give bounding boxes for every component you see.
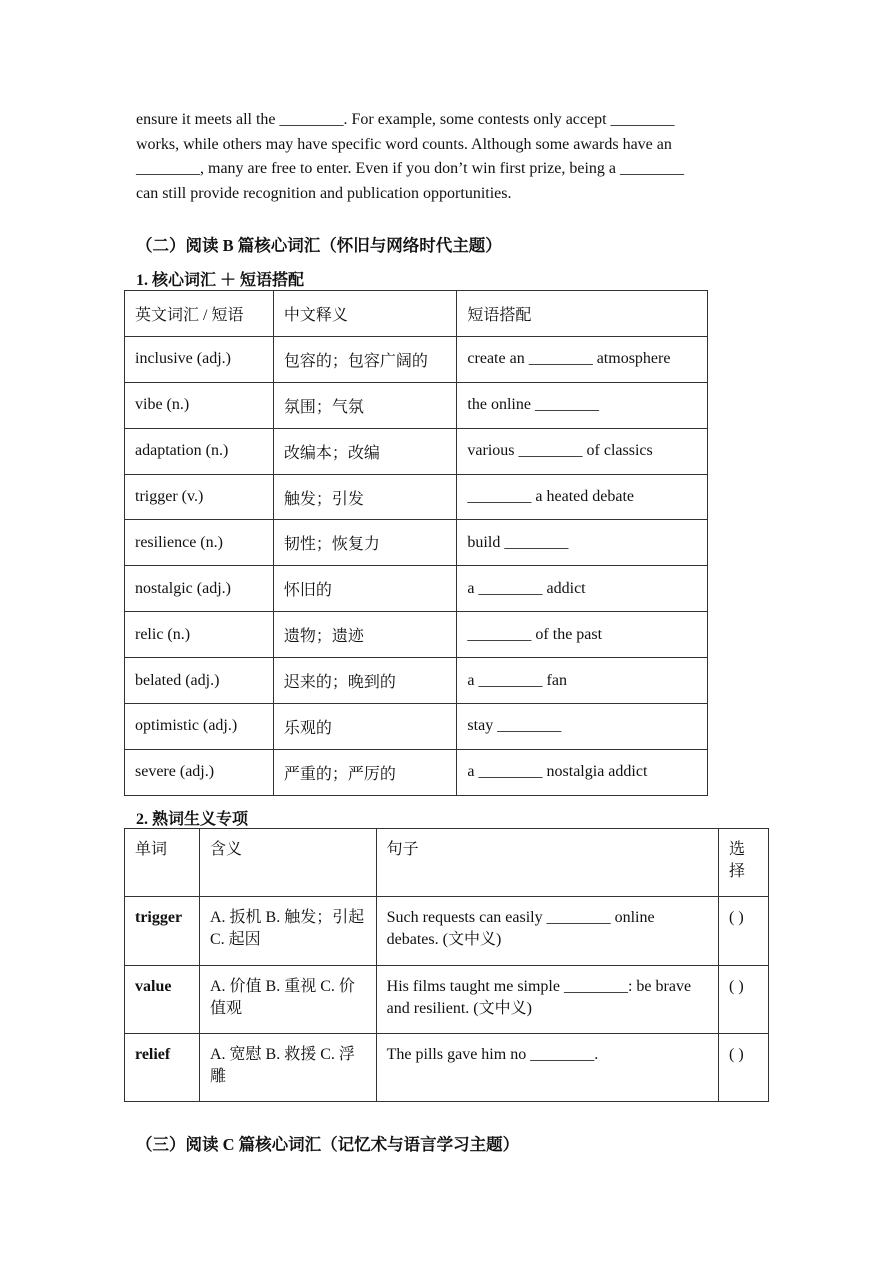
header-cell: 含义 bbox=[199, 829, 376, 897]
choice-cell: ( ) bbox=[719, 965, 769, 1033]
table-row bbox=[125, 566, 708, 612]
table-row bbox=[125, 382, 708, 428]
word-cell: optimistic (adj.) bbox=[125, 704, 274, 750]
meaning-cell: 遗物；遗迹 bbox=[273, 612, 457, 658]
word-cell: vibe (n.) bbox=[125, 382, 274, 428]
intro-line: ensure it meets all the ________. For example, some contests only accept ________ bbox=[136, 111, 675, 128]
meaning-cell: 触发；引发 bbox=[273, 474, 457, 520]
word-cell: relic (n.) bbox=[125, 612, 274, 658]
meaning-cell: 严重的；严厉的 bbox=[273, 749, 457, 795]
section-c-title: （三）阅读 C 篇核心词汇（记忆术与语言学习主题） bbox=[136, 1135, 520, 1154]
meaning-cell: 乐观的 bbox=[273, 704, 457, 750]
word-cell: relief bbox=[125, 1033, 200, 1101]
phrase-cell: ________ of the past bbox=[457, 612, 708, 658]
sentence-cell: The pills gave him no ________. bbox=[376, 1033, 718, 1101]
header-cell: 单词 bbox=[125, 829, 200, 897]
choice-cell: ( ) bbox=[719, 897, 769, 965]
meaning-cell: 包容的；包容广阔的 bbox=[273, 336, 457, 382]
meaning-cell: A. 宽慰 B. 救援 C. 浮雕 bbox=[199, 1033, 376, 1101]
table-header-row bbox=[125, 829, 769, 897]
intro-paragraph bbox=[136, 108, 761, 206]
table-header-row bbox=[125, 291, 708, 337]
phrase-cell: various ________ of classics bbox=[457, 428, 708, 474]
header-cell: 英文词汇 / 短语 bbox=[125, 291, 274, 337]
header-cell: 句子 bbox=[376, 829, 718, 897]
part2-title: 2. 熟词生义专项 bbox=[136, 811, 249, 828]
word-cell: resilience (n.) bbox=[125, 520, 274, 566]
table-row bbox=[125, 336, 708, 382]
word-cell: trigger (v.) bbox=[125, 474, 274, 520]
meaning-table bbox=[124, 828, 769, 1102]
meaning-cell: A. 价值 B. 重视 C. 价值观 bbox=[199, 965, 376, 1033]
meaning-cell: 怀旧的 bbox=[273, 566, 457, 612]
intro-line: can still provide recognition and publication opportunities. bbox=[136, 184, 512, 202]
choice-cell: ( ) bbox=[719, 1033, 769, 1101]
phrase-cell: ________ a heated debate bbox=[457, 474, 708, 520]
phrase-cell: a ________ fan bbox=[457, 658, 708, 704]
meaning-cell: 韧性；恢复力 bbox=[273, 520, 457, 566]
meaning-cell: 改编本；改编 bbox=[273, 428, 457, 474]
intro-line: ________, many are free to enter. Even if you don’t win first prize, being a ________ bbox=[136, 160, 685, 177]
table-row bbox=[125, 704, 708, 750]
phrase-cell: build ________ bbox=[457, 520, 708, 566]
phrase-cell: a ________ nostalgia addict bbox=[457, 749, 708, 795]
table-row bbox=[125, 520, 708, 566]
header-cell: 选择 bbox=[719, 829, 769, 897]
table-row bbox=[125, 965, 769, 1033]
table-row bbox=[125, 897, 769, 965]
table-row bbox=[125, 474, 708, 520]
sentence-cell: Such requests can easily ________ online debates. (文中义) bbox=[376, 897, 718, 965]
table-row bbox=[125, 1033, 769, 1101]
word-cell: belated (adj.) bbox=[125, 658, 274, 704]
meaning-cell: 氛围；气氛 bbox=[273, 382, 457, 428]
header-cell: 中文释义 bbox=[273, 291, 457, 337]
word-cell: trigger bbox=[125, 897, 200, 965]
sentence-cell: His films taught me simple ________: be brave and resilient. (文中义) bbox=[376, 965, 718, 1033]
table-row bbox=[125, 749, 708, 795]
section-b-title: （二）阅读 B 篇核心词汇（怀旧与网络时代主题） bbox=[136, 236, 502, 255]
table-row bbox=[125, 428, 708, 474]
phrase-cell: a ________ addict bbox=[457, 566, 708, 612]
meaning-cell: 迟来的；晚到的 bbox=[273, 658, 457, 704]
phrase-cell: stay ________ bbox=[457, 704, 708, 750]
header-cell: 短语搭配 bbox=[457, 291, 708, 337]
vocab-table bbox=[124, 290, 708, 796]
word-cell: adaptation (n.) bbox=[125, 428, 274, 474]
table-row bbox=[125, 658, 708, 704]
intro-line: works, while others may have specific word counts. Although some awards have an bbox=[136, 135, 672, 153]
table-row bbox=[125, 612, 708, 658]
part1-title: 1. 核心词汇 ＋ 短语搭配 bbox=[136, 272, 305, 289]
word-cell: severe (adj.) bbox=[125, 749, 274, 795]
word-cell: value bbox=[125, 965, 200, 1033]
phrase-cell: the online ________ bbox=[457, 382, 708, 428]
meaning-cell: A. 扳机 B. 触发；引起 C. 起因 bbox=[199, 897, 376, 965]
word-cell: nostalgic (adj.) bbox=[125, 566, 274, 612]
word-cell: inclusive (adj.) bbox=[125, 336, 274, 382]
phrase-cell: create an ________ atmosphere bbox=[457, 336, 708, 382]
